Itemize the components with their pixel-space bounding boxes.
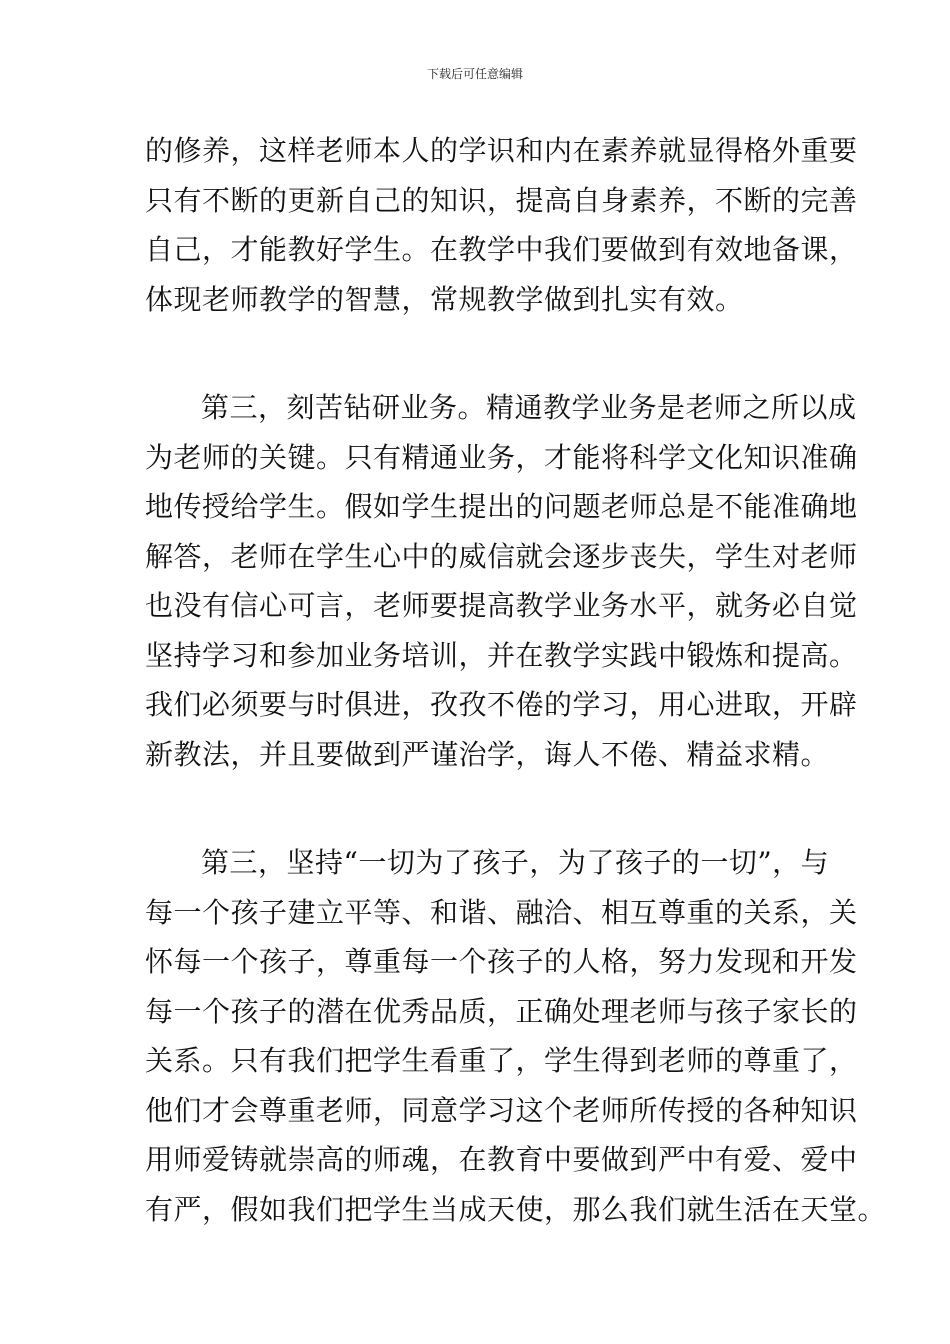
text-line: 我们必须要与时俱进，孜孜不倦的学习，用心进取，开辟 — [145, 688, 858, 721]
text-line: 的修养，这样老师本人的学识和内在素养就显得格外重要 — [145, 134, 858, 167]
text-line: 只有不断的更新自己的知识，提高自身素养，不断的完善 — [145, 183, 858, 217]
paragraph-spacer — [145, 324, 810, 383]
text-line: 怀每一个孩子，尊重每一个孩子的人格，努力发现和开发 — [145, 945, 858, 978]
text-line: 用师爱铸就崇高的师魂，在教育中要做到严中有爱、爱中 — [145, 1143, 858, 1176]
text-line: 新教法，并且要做到严谨治学，诲人不倦、精益求精。 — [145, 737, 830, 771]
text-line: 体现老师教学的智慧，常规教学做到扎实有效。 — [145, 282, 744, 316]
text-line: 每一个孩子建立平等、和谐、融洽、相互尊重的关系，关 — [145, 895, 858, 929]
document-body — [145, 126, 887, 1234]
paragraph-1 — [145, 126, 858, 324]
text-line: 他们才会尊重老师，同意学习这个老师所传授的各种知识 — [145, 1093, 858, 1127]
text-line-first: 第三，坚持“一切为了孩子，为了孩子的一切”，与 — [201, 846, 830, 879]
text-line: 也没有信心可言，老师要提高教学业务水平，就务必自觉 — [145, 589, 858, 622]
text-line: 关系。只有我们把学生看重了，学生得到老师的尊重了， — [145, 1044, 858, 1077]
text-line: 解答，老师在学生心中的威信就会逐步丧失，学生对老师 — [145, 539, 858, 573]
text-line-first: 第三，刻苦钻研业务。精通教学业务是老师之所以成 — [201, 391, 857, 424]
text-line: 地传授给学生。假如学生提出的问题老师总是不能准确地 — [145, 490, 858, 523]
paragraph-2 — [145, 383, 858, 779]
page-header: 下载后可任意编辑 — [426, 67, 523, 81]
text-line: 坚持学习和参加业务培训，并在教学实践中锻炼和提高。 — [145, 638, 858, 672]
text-line: 有严，假如我们把学生当成天使，那么我们就生活在天堂。 — [145, 1192, 887, 1226]
text-line: 自己，才能教好学生。在教学中我们要做到有效地备课， — [145, 233, 858, 266]
text-line: 为老师的关键。只有精通业务，才能将科学文化知识准确 — [145, 440, 858, 474]
paragraph-spacer — [145, 779, 810, 838]
text-line: 每一个孩子的潜在优秀品质，正确处理老师与孩子家长的 — [145, 994, 858, 1028]
paragraph-3 — [145, 838, 887, 1234]
